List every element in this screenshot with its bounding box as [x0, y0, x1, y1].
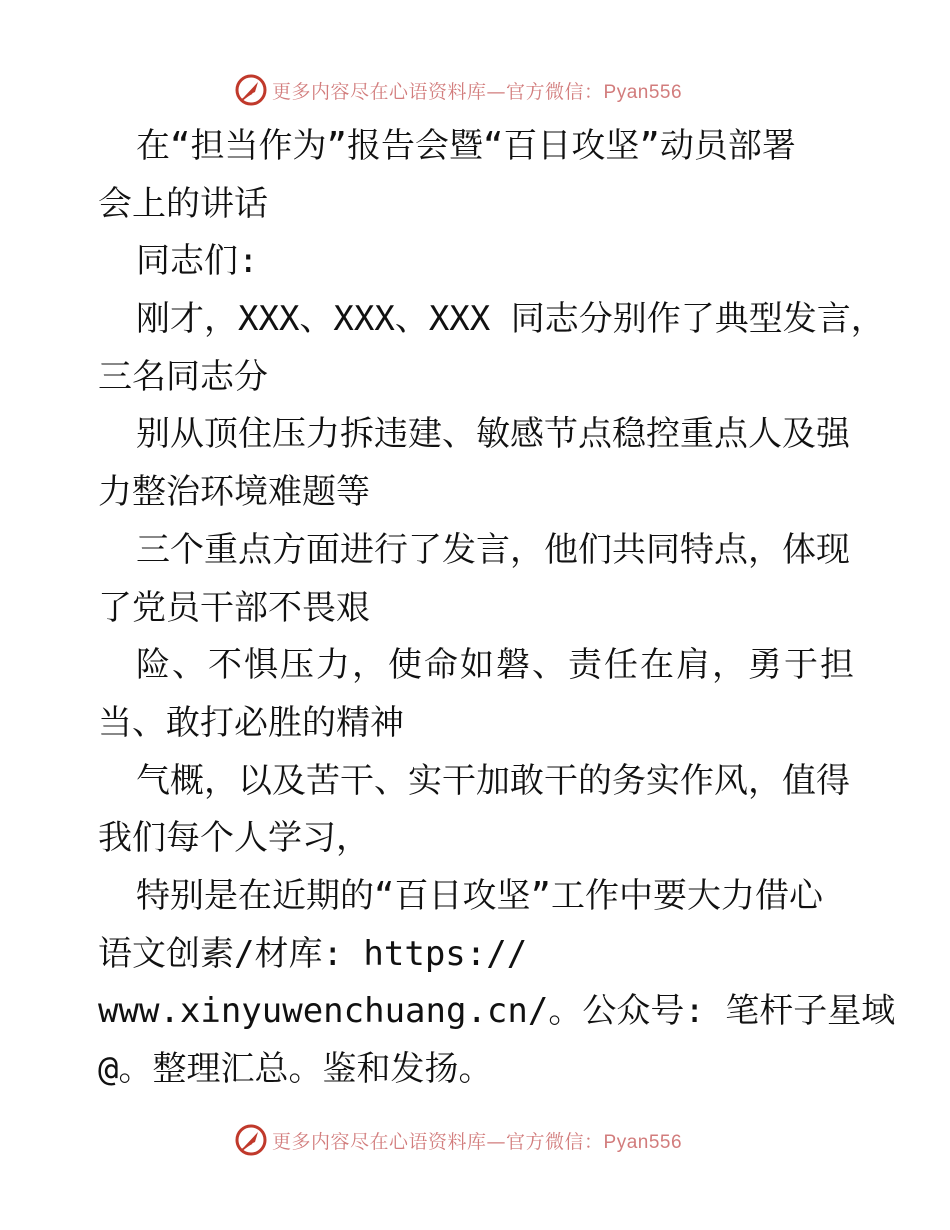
paragraph-line: 当、敢打必胜的精神 — [98, 702, 404, 743]
paragraph-line: 力整治环境难题等 — [98, 472, 370, 513]
header-banner[interactable] — [234, 70, 754, 110]
banner-wechat-id: Pyan556 — [603, 1131, 683, 1153]
paragraph-line: 险、不惧压力，使命如磐、责任在肩，勇于担 — [136, 645, 856, 686]
paragraph-line: 我们每个人学习， — [98, 818, 370, 859]
paragraph-line: 刚才，XXX、XXX、XXX 同志分别作了典型发言， — [136, 299, 885, 340]
paragraph-line: 三个重点方面进行了发言，他们共同特点，体现 — [136, 529, 850, 570]
paragraph-line: 特别是在近期的“百日攻坚”工作中要大力借心 — [136, 875, 823, 916]
banner-wechat-id: Pyan556 — [603, 81, 683, 103]
quill-pen-logo-icon — [234, 1123, 268, 1157]
title-line-1: 在“担当作为”报告会暨“百日攻坚”动员部署 — [136, 126, 796, 166]
paragraph-line: www.xinyuwenchuang.cn/。公众号: 笔杆子星域 — [98, 991, 896, 1032]
banner-text: 更多内容尽在心语资料库—官方微信： — [272, 1130, 604, 1153]
paragraph-line: 别从顶住压力拆违建、敏感节点稳控重点人及强 — [136, 414, 850, 455]
salutation: 同志们: — [136, 241, 259, 282]
paragraph-line: @。整理汇总。鉴和发扬。 — [98, 1049, 493, 1089]
document-body — [98, 118, 896, 1099]
paragraph-line: 气概，以及苦干、实干加敢干的务实作风，值得 — [136, 760, 850, 801]
paragraph-line: 三名同志分 — [98, 356, 268, 397]
title-line-2: 会上的讲话 — [98, 183, 268, 224]
paragraph-line: 了党员干部不畏艰 — [98, 587, 370, 628]
footer-banner[interactable] — [234, 1120, 754, 1160]
quill-pen-logo-icon — [234, 73, 268, 107]
paragraph-line: 语文创素/材库: https:// — [98, 933, 528, 974]
banner-text: 更多内容尽在心语资料库—官方微信： — [272, 80, 604, 103]
